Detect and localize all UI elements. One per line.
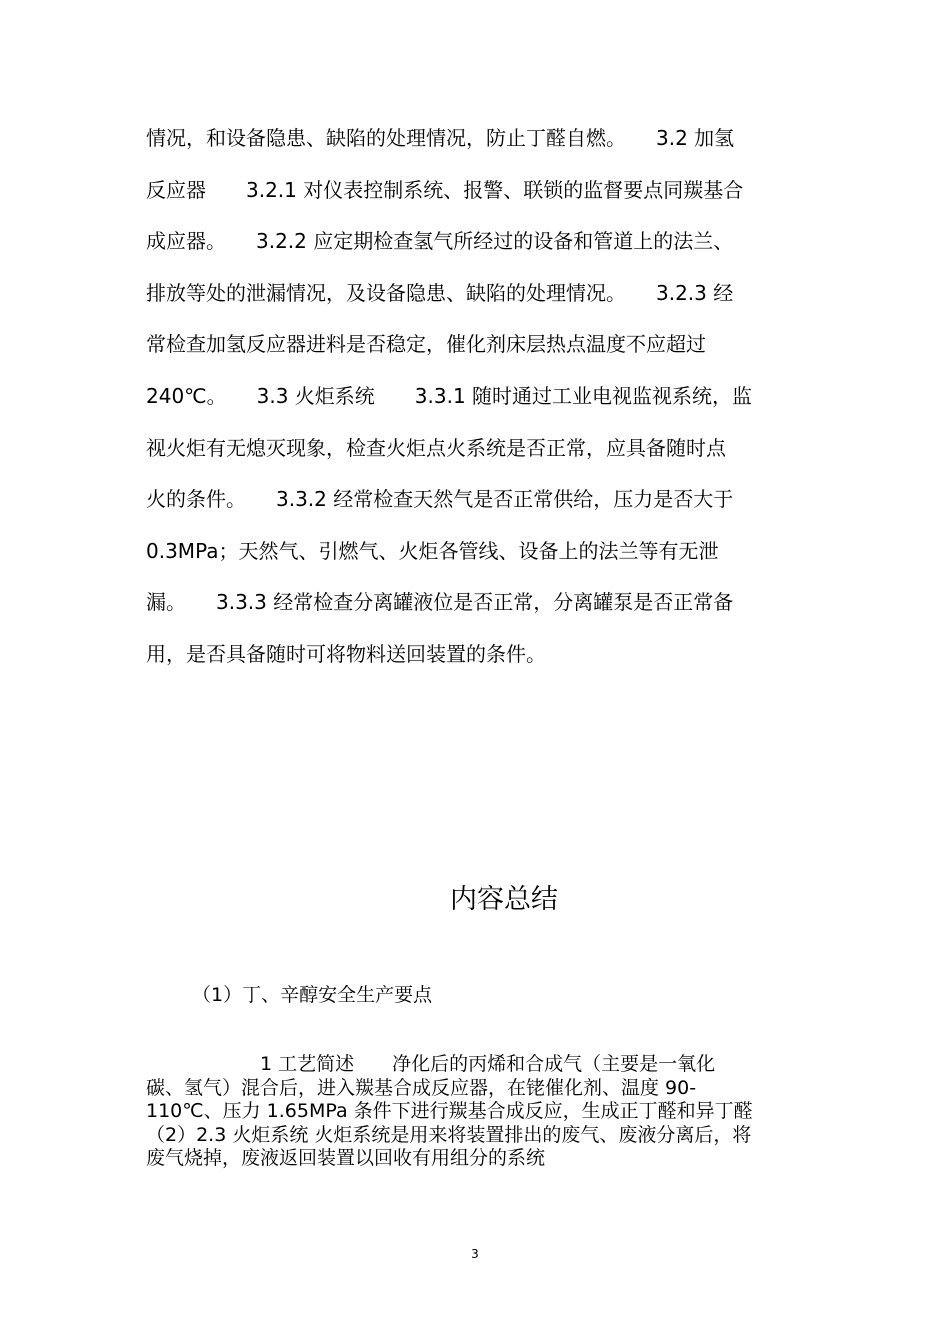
summary-title: 内容总结 xyxy=(450,884,558,915)
body-line: 排放等处的泄漏情况，及设备隐患、缺陷的处理情况。 3.2.3 经 xyxy=(146,280,734,305)
body-line: 成应器。 3.2.2 应定期检查氢气所经过的设备和管道上的法兰、 xyxy=(146,229,734,254)
summary-text xyxy=(146,1053,826,1171)
body-line: 0.3MPa；天然气、引燃气、火炬各管线、设备上的法兰等有无泄 xyxy=(146,538,719,563)
body-line: 常检查加氢反应器进料是否稳定，催化剂床层热点温度不应超过 xyxy=(146,332,706,357)
body-line: 漏。 3.3.3 经常检查分离罐液位是否正常，分离罐泵是否正常备 xyxy=(146,590,734,615)
summary-subheading: （1）丁、辛醇安全生产要点 xyxy=(192,984,433,1006)
body-line: 用，是否具备随时可将物料送回装置的条件。 xyxy=(146,641,546,666)
body-line: 火的条件。 3.3.2 经常检查天然气是否正常供给，压力是否大于 xyxy=(146,487,734,512)
summary-line: 碳、氢气）混合后，进入羰基合成反应器，在铑催化剂、温度 90- xyxy=(146,1076,697,1099)
page-number: 3 xyxy=(471,1247,479,1261)
summary-line: （2）2.3 火炬系统 火炬系统是用来将装置排出的废气、废液分离后，将 xyxy=(146,1123,752,1146)
body-line: 240℃。 3.3 火炬系统 3.3.1 随时通过工业电视监视系统，监 xyxy=(146,383,753,408)
summary-line: 1 工艺简述 净化后的丙烯和合成气（主要是一氧化 xyxy=(146,1053,716,1075)
summary-line: 110℃、压力 1.65MPa 条件下进行羰基合成反应，生成正丁醛和异丁醛 xyxy=(146,1100,753,1122)
summary-line: 废气烧掉，废液返回装置以回收有用组分的系统 xyxy=(146,1147,546,1169)
body-text xyxy=(146,118,826,686)
body-line: 视火炬有无熄灭现象，检查火炬点火系统是否正常，应具备随时点 xyxy=(146,435,726,460)
body-line: 反应器 3.2.1 对仪表控制系统、报警、联锁的监督要点同羰基合 xyxy=(146,177,744,202)
body-line: 情况，和设备隐患、缺陷的处理情况，防止丁醛自燃。 3.2 加氢 xyxy=(146,126,735,150)
